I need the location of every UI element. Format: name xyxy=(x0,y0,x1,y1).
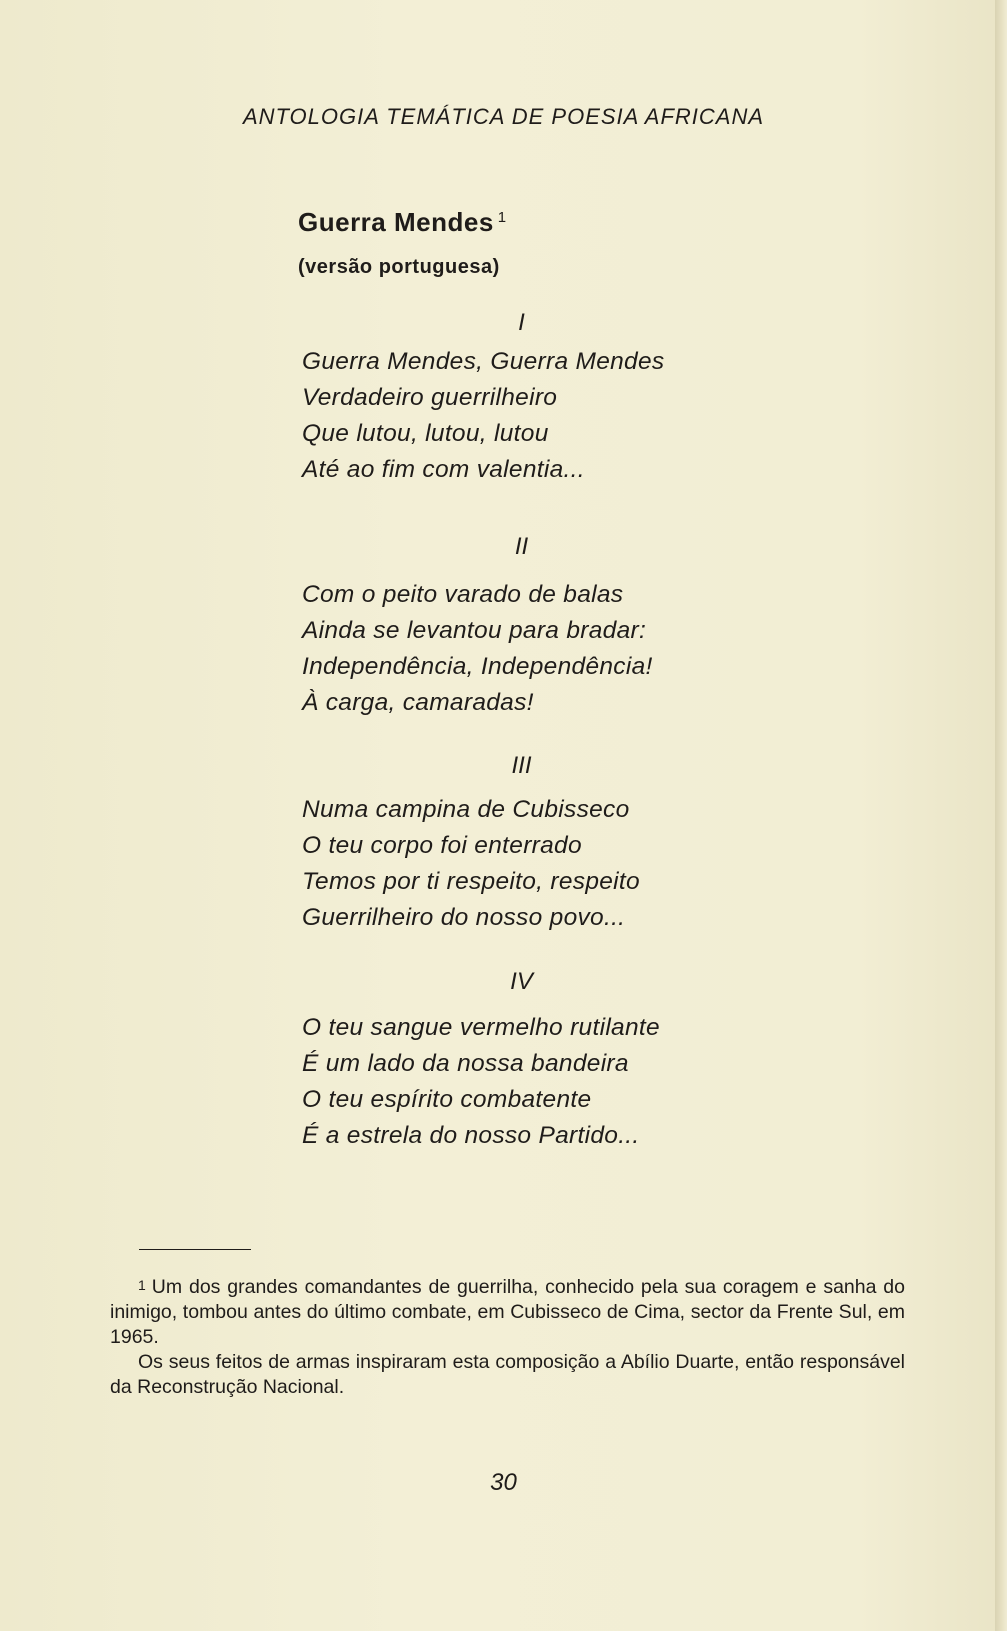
stanza-numeral-4: IV xyxy=(510,968,533,995)
footnotes xyxy=(110,1273,905,1400)
stanza-1 xyxy=(302,344,664,488)
page-edge-shadow xyxy=(995,0,1007,1631)
stanza-numeral-2: II xyxy=(514,533,529,560)
stanza-4 xyxy=(302,1010,660,1154)
verse-line: Com o peito varado de balas xyxy=(302,581,624,608)
verse-line: É um lado da nossa bandeira xyxy=(302,1050,629,1077)
verse-line: À carga, camaradas! xyxy=(302,689,534,716)
running-head: ANTOLOGIA TEMÁTICA DE POESIA AFRICANA xyxy=(242,104,765,129)
verse-line: Até ao fim com valentia... xyxy=(302,456,585,483)
stanza-2 xyxy=(302,577,653,721)
footnote-paragraph-2: Os seus feitos de armas inspiraram esta composição a Abílio Duarte, então responsável da Reconstrução Nacional. xyxy=(110,1351,905,1398)
poem-title-text: Guerra Mendes xyxy=(298,207,494,237)
footnote-text: Um dos grandes comandantes de guerrilha, conhecido pela sua coragem e sanha do inimigo, tombou antes do último combate, em Cubisseco de Cima, sector da Frente Sul, em 1965. xyxy=(110,1276,905,1348)
verse-line: Independência, Independência! xyxy=(302,653,653,680)
verse-line: É a estrela do nosso Partido... xyxy=(302,1122,640,1149)
poem-title xyxy=(298,207,507,238)
stanza-numeral-1: I xyxy=(518,309,525,336)
verse-line: Guerra Mendes, Guerra Mendes xyxy=(302,348,665,375)
verse-line: Temos por ti respeito, respeito xyxy=(302,868,640,895)
verse-line: O teu sangue vermelho rutilante xyxy=(302,1014,660,1041)
verse-line: Guerrilheiro do nosso povo... xyxy=(302,904,626,931)
verse-line: O teu espírito combatente xyxy=(302,1086,592,1113)
verse-line: Que lutou, lutou, lutou xyxy=(302,420,549,447)
footnote-1 xyxy=(110,1273,905,1350)
verse-line: Numa campina de Cubisseco xyxy=(302,796,630,823)
page-number: 30 xyxy=(490,1469,517,1496)
poem-subtitle: (versão portuguesa) xyxy=(298,256,500,278)
footnote-mark: 1 xyxy=(138,1277,146,1293)
title-footnote-mark: 1 xyxy=(497,209,507,226)
verse-line: Ainda se levantou para bradar: xyxy=(302,617,647,644)
footnote-rule xyxy=(139,1249,251,1250)
verse-line: Verdadeiro guerrilheiro xyxy=(302,384,558,411)
stanza-3 xyxy=(302,792,640,936)
stanza-numeral-3: III xyxy=(511,752,532,779)
verse-line: O teu corpo foi enterrado xyxy=(302,832,582,859)
